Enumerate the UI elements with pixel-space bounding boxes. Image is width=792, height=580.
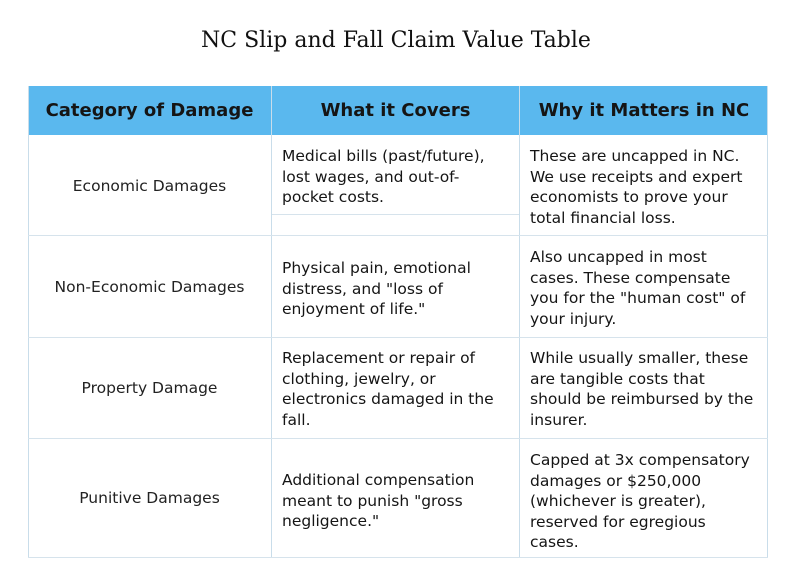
- table-row-economic-covers: Medical bills (past/future), lost wages, and out-of-pocket costs.: [282, 147, 485, 206]
- table-row-non-economic-covers: Physical pain, emotional distress, and "loss of enjoyment of life.": [282, 259, 471, 318]
- table-row-punitive-covers: Additional compensation meant to punish "gross negligence.": [282, 471, 475, 530]
- row-divider-partial: [272, 214, 519, 215]
- header-category: Category of Damage: [28, 86, 271, 135]
- table-row-non-economic-category: Non-Economic Damages: [54, 277, 245, 296]
- table-border-bottom: [28, 557, 768, 558]
- table-row-property-category: Property Damage: [81, 379, 218, 397]
- table-row-punitive-matters: Capped at 3x compensatory damages or $250,000 (whichever is greater), reserved for egregious cases.: [530, 451, 750, 551]
- table-row-economic-category: Economic Damages: [72, 176, 227, 195]
- table-row-property-covers: Replacement or repair of clothing, jewelry, or electronics damaged in the fall.: [282, 349, 494, 429]
- table-row-punitive-category: Punitive Damages: [79, 489, 220, 507]
- table-row-economic-matters: These are uncapped in NC. We use receipts and expert economists to prove your total financial loss.: [530, 147, 743, 227]
- table-row-non-economic-matters: Also uncapped in most cases. These compensate you for the "human cost" of your injury.: [530, 248, 746, 328]
- header-why-it-matters: Why it Matters in NC: [520, 86, 768, 135]
- claim-value-table: [28, 86, 768, 558]
- table-row-property-matters: While usually smaller, these are tangible costs that should be reimbursed by the insurer.: [530, 349, 754, 429]
- page-title: NC Slip and Fall Claim Value Table: [201, 28, 591, 53]
- header-what-it-covers: What it Covers: [272, 86, 519, 135]
